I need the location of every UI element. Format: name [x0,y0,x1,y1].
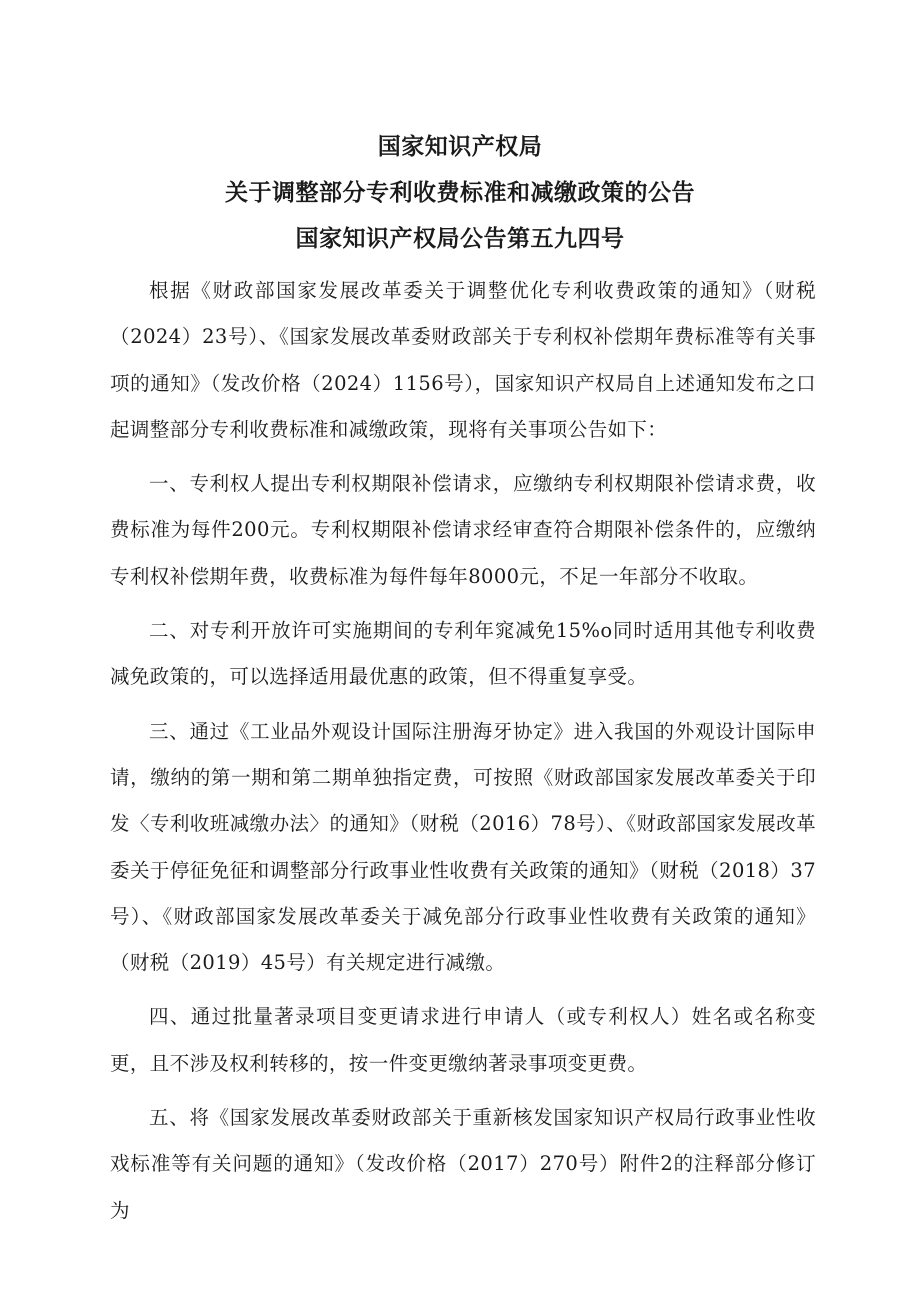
paragraph-item-3: 三、通过《工业品外观设计国际注册海牙协定》进入我国的外观设计国际申请，缴纳的第一期和第二期单独指定费，可按照《财政部国家发展改革委关于印发〈专利收班减缴办法〉的通知》（财税（2016）78号）、《财政部国家发展改革委关于停征免征和调整部分行政事业性收费有关政策的通知》（财税（2018）37号）、《财政部国家发展改革委关于减免部分行政事业性收费有关政策的通知》（财税（2019）45号）有关规定进行减缴。 [110,719,816,975]
paragraph-item-4: 四、通过批量著录项目变更请求进行申请人（或专利权人）姓名或名称变更，且不涉及权利转移的，按一件变更缴纳著录事项变更费。 [110,1005,816,1075]
title-notice-number: 国家知识产权局公告第五九四号 [295,226,625,252]
paragraph-item-2: 二、对专利开放许可实施期间的专利年窕减免15%o同时适用其他专利收费减免政策的，可以选择适用最优惠的政策，但不得重复享受。 [110,619,816,689]
paragraph-intro: 根据《财政部国家发展改革委关于调整优化专利收费政策的通知》（财税（2024）23号）、《国家发展改革委财政部关于专利权补偿期年费标准等有关事项的通知》（发改价格（2024）1156号），国家知识产权局自上述通知发布之口起调整部分专利收费标准和减缴政策，现将有关事项公告如下： [110,279,816,441]
paragraph-item-5: 五、将《国家发展改革委财政部关于重新核发国家知识产权局行政事业性收戏标准等有关问题的通知》（发改价格（2017）270号）附件2的注释部分修订为 [110,1106,816,1222]
document-title-block [0,124,920,262]
title-issuer: 国家知识产权局 [377,134,543,160]
document-body [110,268,816,1234]
paragraph-item-1: 一、专利权人提出专利权期限补偿请求，应缴纳专利权期限补偿请求费，收费标准为每件200元。专利权期限补偿请求经审查符合期限补偿条件的，应缴纳专利权补偿期年费，收费标准为每件每年8000元，不足一年部分不收取。 [110,472,816,588]
title-subject: 关于调整部分专利收费标准和减缴政策的公告 [225,180,695,206]
